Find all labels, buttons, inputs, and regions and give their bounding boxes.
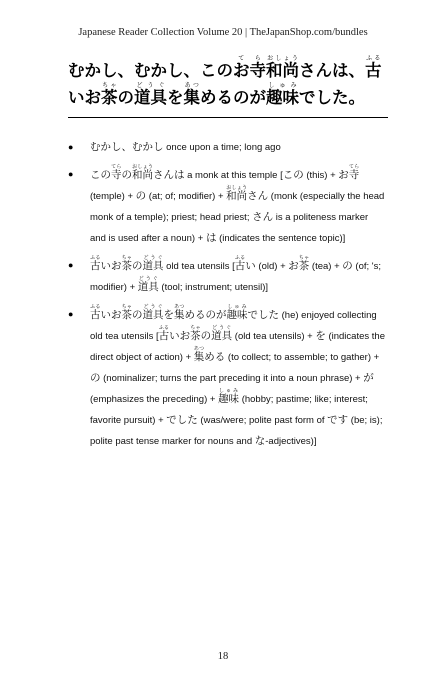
en-text: (to collect; to assemble; to gather) + (225, 352, 380, 363)
jp-text: の (135, 190, 147, 202)
en-text: (at; of; modifier) + (146, 191, 227, 202)
en-text: a monk at this temple [ (184, 170, 283, 181)
jp-text: の (90, 372, 101, 384)
ruby-text: 趣味しゅみ (218, 388, 240, 405)
jp-text: お (288, 260, 299, 272)
ruby-text: 茶ちゃ (298, 255, 310, 272)
en-text: (indicates the sentence topic)] (216, 233, 346, 244)
jp-text: いお (100, 260, 122, 272)
ruby-text: 茶ちゃ (190, 325, 201, 342)
en-text: (indicates the direct object of action) + (90, 331, 385, 363)
jp-text: める (204, 351, 226, 363)
en-text: -adjectives)] (265, 436, 317, 447)
jp-text: いお (169, 330, 191, 342)
jp-text: の (121, 169, 132, 181)
en-text: (tea) + (309, 261, 343, 272)
en-text: (of; 's; modifier) + (90, 261, 381, 293)
jp-text: の (342, 260, 353, 272)
title-ruby: 和尚おしょう (266, 55, 299, 80)
bullet-icon: ● (68, 309, 74, 319)
ruby-text: 茶ちゃ (121, 255, 132, 272)
ruby-text: 古ふる (234, 255, 246, 272)
en-text: (emphasizes the preceding) + (90, 394, 219, 405)
ruby-text: 古ふる (158, 325, 170, 342)
jp-text: むかし、むかし (90, 141, 164, 153)
jp-text: の (200, 330, 212, 342)
vocabulary-list (68, 137, 386, 458)
title-text: の (117, 88, 134, 107)
title-text: でした。 (299, 88, 365, 107)
ruby-text: 道具どうぐ (142, 304, 164, 321)
ruby-text: 道具どうぐ (211, 325, 233, 342)
bullet-icon: ● (68, 169, 74, 179)
jp-text: い (245, 260, 256, 272)
ruby-text: 和尚おしょう (226, 185, 248, 202)
en-text: old tea utensils [ (163, 261, 235, 272)
bullet-icon: ● (68, 142, 74, 152)
jp-text: めるのが (184, 309, 227, 321)
en-text: (this) + (303, 170, 339, 181)
en-text: (hobby; pastime; like; interest; favorite pursuit) + (90, 394, 368, 426)
jp-text: この (282, 169, 304, 181)
ruby-text: 和尚おしょう (132, 164, 153, 181)
ruby-text: 道具どうぐ (137, 276, 159, 293)
ruby-text: 集あつ (174, 304, 185, 321)
jp-text: を (315, 330, 326, 342)
en-text: (nominalizer; turns the part preceding it into a noun phrase) + (100, 373, 364, 384)
jp-text: でした (166, 414, 198, 426)
list-item (68, 304, 386, 452)
ruby-text: 集あつ (193, 346, 205, 363)
jp-text: この (90, 169, 111, 181)
title-text: さんは、 (299, 61, 365, 80)
jp-text: お (338, 169, 349, 181)
en-text: (was/were; polite past form of (197, 415, 328, 426)
title-text: むかし、むかし、この (68, 61, 233, 80)
title-ruby: 茶ちゃ (101, 82, 118, 107)
title-ruby: 趣味しゅみ (266, 82, 299, 107)
list-item (68, 137, 386, 158)
en-text: (old) + (255, 261, 289, 272)
page-number: 18 (217, 651, 229, 662)
jp-text: は (205, 232, 217, 244)
jp-text: さんは (153, 169, 185, 181)
title-ruby: 集あつ (183, 82, 200, 107)
jp-text: が (363, 372, 374, 384)
title-divider (68, 117, 388, 118)
jp-text: いお (100, 309, 122, 321)
en-text: is a politeness marker and is used after a noun) + (90, 212, 369, 244)
bullet-icon: ● (68, 260, 74, 270)
en-text: (be; is); polite past tense marker for nouns and (90, 415, 383, 447)
en-text: once upon a time; long ago (163, 142, 281, 153)
page-header: Japanese Reader Collection Volume 20 | TheJapanShop.com/bundles (78, 27, 368, 38)
ruby-text: 寺てら (111, 164, 122, 181)
ruby-text: 古ふる (90, 304, 101, 321)
title-text: を (167, 88, 184, 107)
jp-text: を (163, 309, 174, 321)
title-ruby: 古ふる (365, 55, 382, 80)
ruby-text: 道具どうぐ (142, 255, 164, 272)
ruby-text: 古ふる (90, 255, 101, 272)
title-text: めるのが (200, 88, 266, 107)
en-text: (tool; instrument; utensil)] (158, 282, 269, 293)
ruby-text: 茶ちゃ (121, 304, 132, 321)
en-text: (temple) + (90, 191, 136, 202)
ruby-text: 趣味しゅみ (226, 304, 248, 321)
jp-text: な (254, 435, 266, 447)
ruby-text: 寺てら (348, 164, 360, 181)
title-ruby: 道具どうぐ (134, 82, 167, 107)
en-text: (he) enjoyed collecting old tea utensils [ (90, 310, 377, 342)
jp-text: さん (252, 211, 274, 223)
jp-text: の (132, 260, 143, 272)
example-sentence (68, 55, 386, 111)
title-text: いお (68, 88, 101, 107)
title-ruby: お寺てら (233, 55, 266, 80)
list-item (68, 164, 386, 249)
list-item (68, 255, 386, 298)
en-text: (monk (especially the head monk of a temple); priest; head priest; (90, 191, 385, 223)
jp-text: でした (247, 309, 279, 321)
jp-text: です (327, 414, 349, 426)
jp-text: さん (247, 190, 269, 202)
jp-text: の (132, 309, 143, 321)
en-text: (old tea utensils) + (232, 331, 316, 342)
